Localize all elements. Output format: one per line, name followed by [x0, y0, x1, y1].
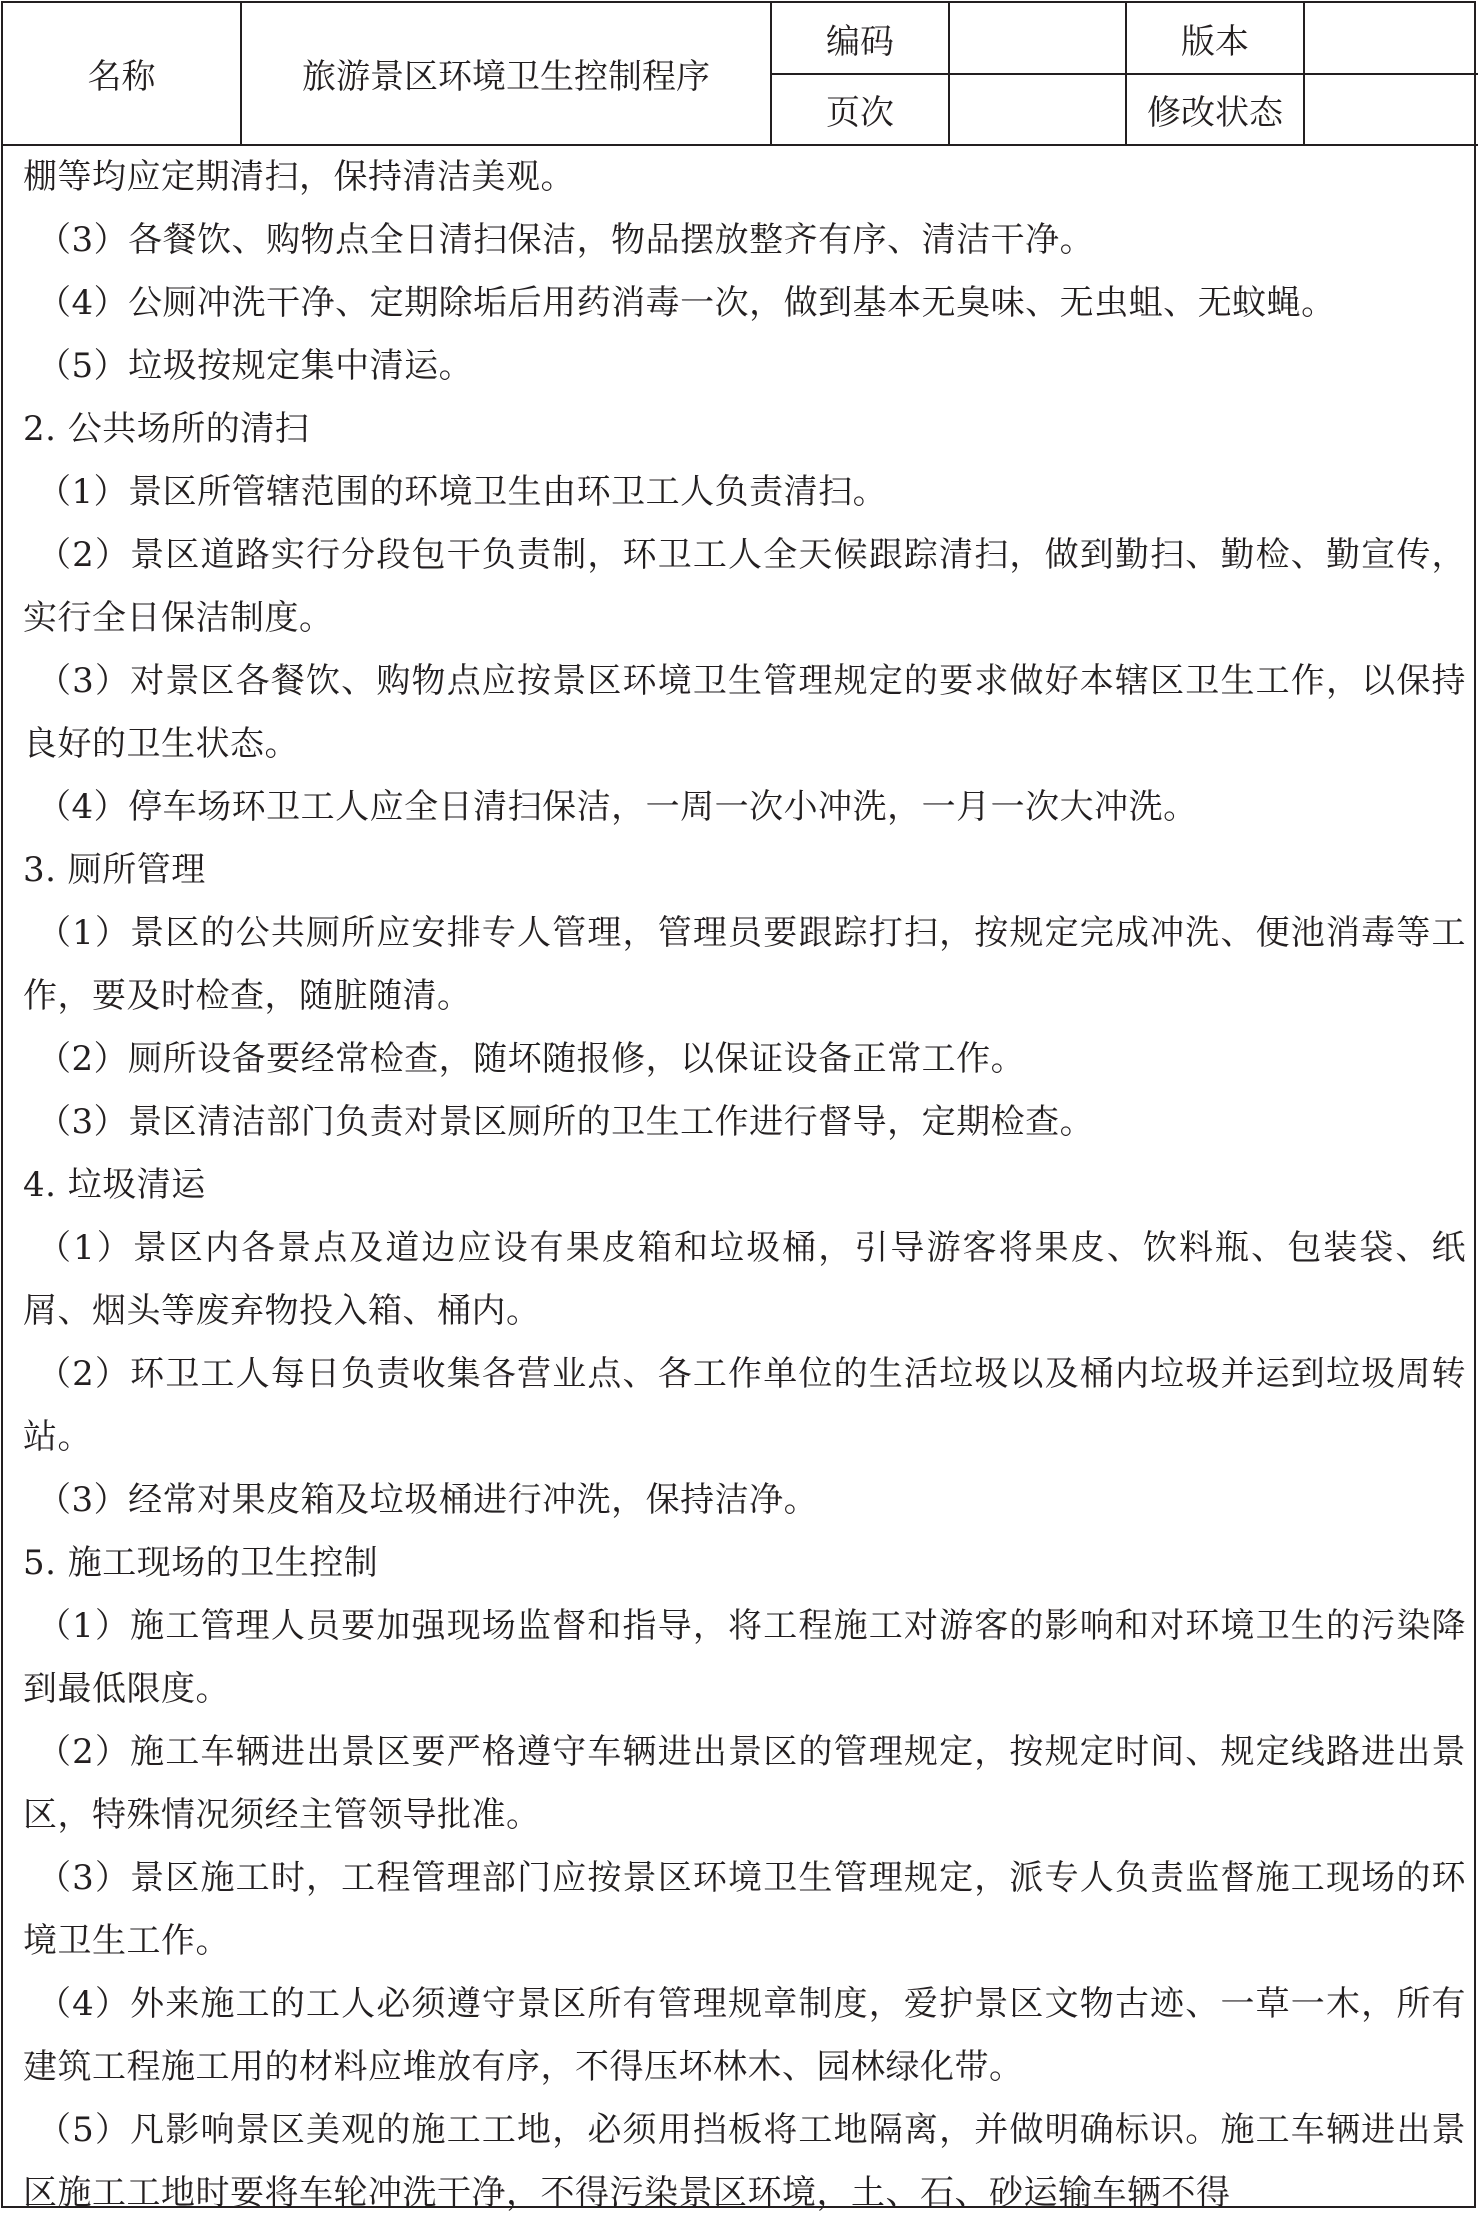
list-item: （4）公厕冲洗干净、定期除垢后用药消毒一次，做到基本无臭味、无虫蛆、无蚊蝇。	[37, 283, 1336, 323]
version-value[interactable]	[1305, 3, 1476, 73]
list-item: （2）厕所设备要经常检查，随坏随报修，以保证设备正常工作。	[37, 1039, 1026, 1079]
document-header-table	[3, 3, 1478, 146]
paragraph: 棚等均应定期清扫，保持清洁美观。	[23, 157, 575, 197]
list-item: （2）环卫工人每日负责收集各营业点、各工作单位的生活垃圾以及桶内垃圾并运到垃圾周转站。	[23, 1354, 1466, 1457]
list-item: （3）景区施工时，工程管理部门应按景区环境卫生管理规定，派专人负责监督施工现场的环境卫生工作。	[23, 1858, 1466, 1961]
page-value[interactable]	[950, 75, 1125, 144]
list-item: （4）外来施工的工人必须遵守景区所有管理规章制度，爱护景区文物古迹、一草一木，所有建筑工程施工用的材料应堆放有序，不得压坏林木、园林绿化带。	[23, 1984, 1466, 2087]
document-page	[1, 1, 1476, 2213]
page-label: 页次	[826, 93, 894, 133]
list-item: （5）凡影响景区美观的施工工地，必须用挡板将工地隔离，并做明确标识。施工车辆进出景区施工工地时要将车轮冲洗干净，不得污染景区环境，土、石、砂运输车辆不得	[23, 2110, 1466, 2213]
name-label: 名称	[87, 57, 156, 97]
list-item: （3）对景区各餐饮、购物点应按景区环境卫生管理规定的要求做好本辖区卫生工作，以保持良好的卫生状态。	[23, 661, 1466, 764]
revision-label: 修改状态	[1147, 93, 1283, 133]
list-item: （1）施工管理人员要加强现场监督和指导，将工程施工对游客的影响和对环境卫生的污染降到最低限度。	[23, 1606, 1466, 1709]
section-heading: 3. 厕所管理	[23, 850, 206, 890]
revision-value[interactable]	[1305, 75, 1476, 144]
list-item: （3）经常对果皮箱及垃圾桶进行冲洗，保持洁净。	[37, 1480, 819, 1520]
code-value[interactable]	[950, 3, 1125, 73]
list-item: （5）垃圾按规定集中清运。	[37, 346, 474, 386]
document-body	[3, 146, 1474, 2225]
section-heading: 4. 垃圾清运	[23, 1165, 206, 1205]
list-item: （1）景区内各景点及道边应设有果皮箱和垃圾桶，引导游客将果皮、饮料瓶、包装袋、纸屑、烟头等废弃物投入箱、桶内。	[23, 1228, 1466, 1331]
list-item: （4）停车场环卫工人应全日清扫保洁，一周一次小冲洗，一月一次大冲洗。	[37, 787, 1198, 827]
section-heading: 2. 公共场所的清扫	[23, 409, 310, 449]
list-item: （1）景区的公共厕所应安排专人管理，管理员要跟踪打扫，按规定完成冲洗、便池消毒等工作，要及时检查，随脏随清。	[23, 913, 1466, 1016]
code-label: 编码	[826, 21, 894, 62]
list-item: （2）施工车辆进出景区要严格遵守车辆进出景区的管理规定，按规定时间、规定线路进出景区，特殊情况须经主管领导批准。	[23, 1732, 1466, 1835]
list-item: （1）景区所管辖范围的环境卫生由环卫工人负责清扫。	[37, 472, 888, 512]
list-item: （3）景区清洁部门负责对景区厕所的卫生工作进行督导，定期检查。	[37, 1102, 1095, 1142]
list-item: （3）各餐饮、购物点全日清扫保洁，物品摆放整齐有序、清洁干净。	[37, 220, 1095, 260]
document-title: 旅游景区环境卫生控制程序	[302, 57, 710, 97]
section-heading: 5. 施工现场的卫生控制	[23, 1543, 379, 1583]
version-label: 版本	[1181, 21, 1249, 62]
list-item: （2）景区道路实行分段包干负责制，环卫工人全天候跟踪清扫，做到勤扫、勤检、勤宣传，实行全日保洁制度。	[23, 535, 1466, 638]
